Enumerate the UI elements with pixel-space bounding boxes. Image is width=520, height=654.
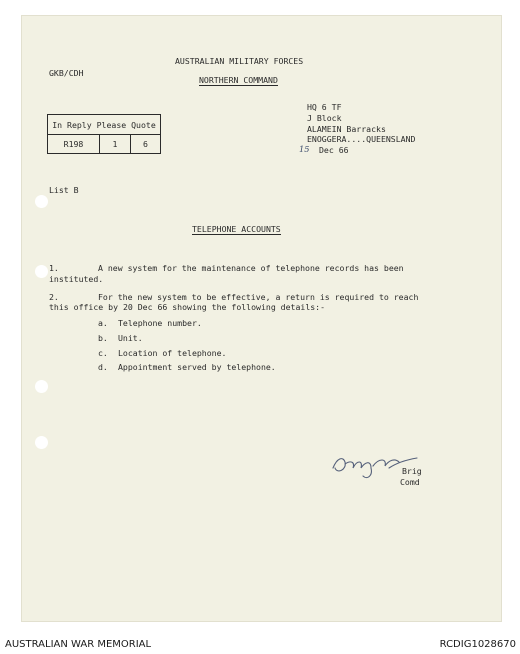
list-item-letter: a. bbox=[98, 318, 108, 328]
list-item-text: Telephone number. bbox=[118, 318, 202, 328]
quote-cell: 6 bbox=[143, 138, 148, 149]
archive-record-id: RCDIG1028670 bbox=[439, 639, 516, 650]
paragraph-text: instituted. bbox=[49, 274, 104, 284]
quote-box-header: In Reply Please Quote bbox=[48, 115, 160, 135]
address-line: ALAMEIN Barracks bbox=[307, 124, 386, 134]
punch-hole bbox=[35, 195, 48, 208]
signatory-rank: Brig bbox=[402, 466, 422, 476]
list-item-letter: c. bbox=[98, 348, 108, 358]
quote-cell: R198 bbox=[48, 134, 100, 153]
document-page bbox=[22, 16, 501, 621]
archive-footer bbox=[0, 637, 520, 654]
paragraph-text: A new system for the maintenance of telephone records has been bbox=[98, 263, 404, 273]
paragraph-text: For the new system to be effective, a return is required to reach bbox=[98, 292, 419, 302]
subject-heading: TELEPHONE ACCOUNTS bbox=[192, 224, 281, 234]
list-item-text: Location of telephone. bbox=[118, 348, 227, 358]
paragraph-number: 2. bbox=[49, 292, 59, 302]
paragraph-text: this office by 20 Dec 66 showing the following details:- bbox=[49, 302, 326, 312]
punch-hole bbox=[35, 436, 48, 449]
archive-name: AUSTRALIAN WAR MEMORIAL bbox=[5, 639, 152, 650]
letter-date: Dec 66 bbox=[319, 145, 349, 155]
punch-hole bbox=[35, 380, 48, 393]
quote-cell: 1 bbox=[100, 134, 131, 153]
list-item-text: Appointment served by telephone. bbox=[118, 362, 276, 372]
reply-quote-box bbox=[47, 114, 161, 154]
punch-hole bbox=[35, 265, 48, 278]
paragraph-number: 1. bbox=[49, 263, 59, 273]
list-item-letter: b. bbox=[98, 333, 108, 343]
signatory-title: Comd bbox=[400, 477, 420, 487]
list-item-letter: d. bbox=[98, 362, 108, 372]
command-heading: NORTHERN COMMAND bbox=[199, 75, 278, 85]
reference-code: GKB/CDH bbox=[49, 68, 84, 78]
address-line: J Block bbox=[307, 113, 342, 123]
list-label: List B bbox=[49, 185, 79, 195]
address-line: ENOGGERA....QUEENSLAND bbox=[307, 134, 416, 144]
organisation-heading: AUSTRALIAN MILITARY FORCES bbox=[175, 56, 304, 66]
list-item-text: Unit. bbox=[118, 333, 143, 343]
address-line: HQ 6 TF bbox=[307, 102, 342, 112]
handwritten-day: 15 bbox=[299, 144, 310, 154]
